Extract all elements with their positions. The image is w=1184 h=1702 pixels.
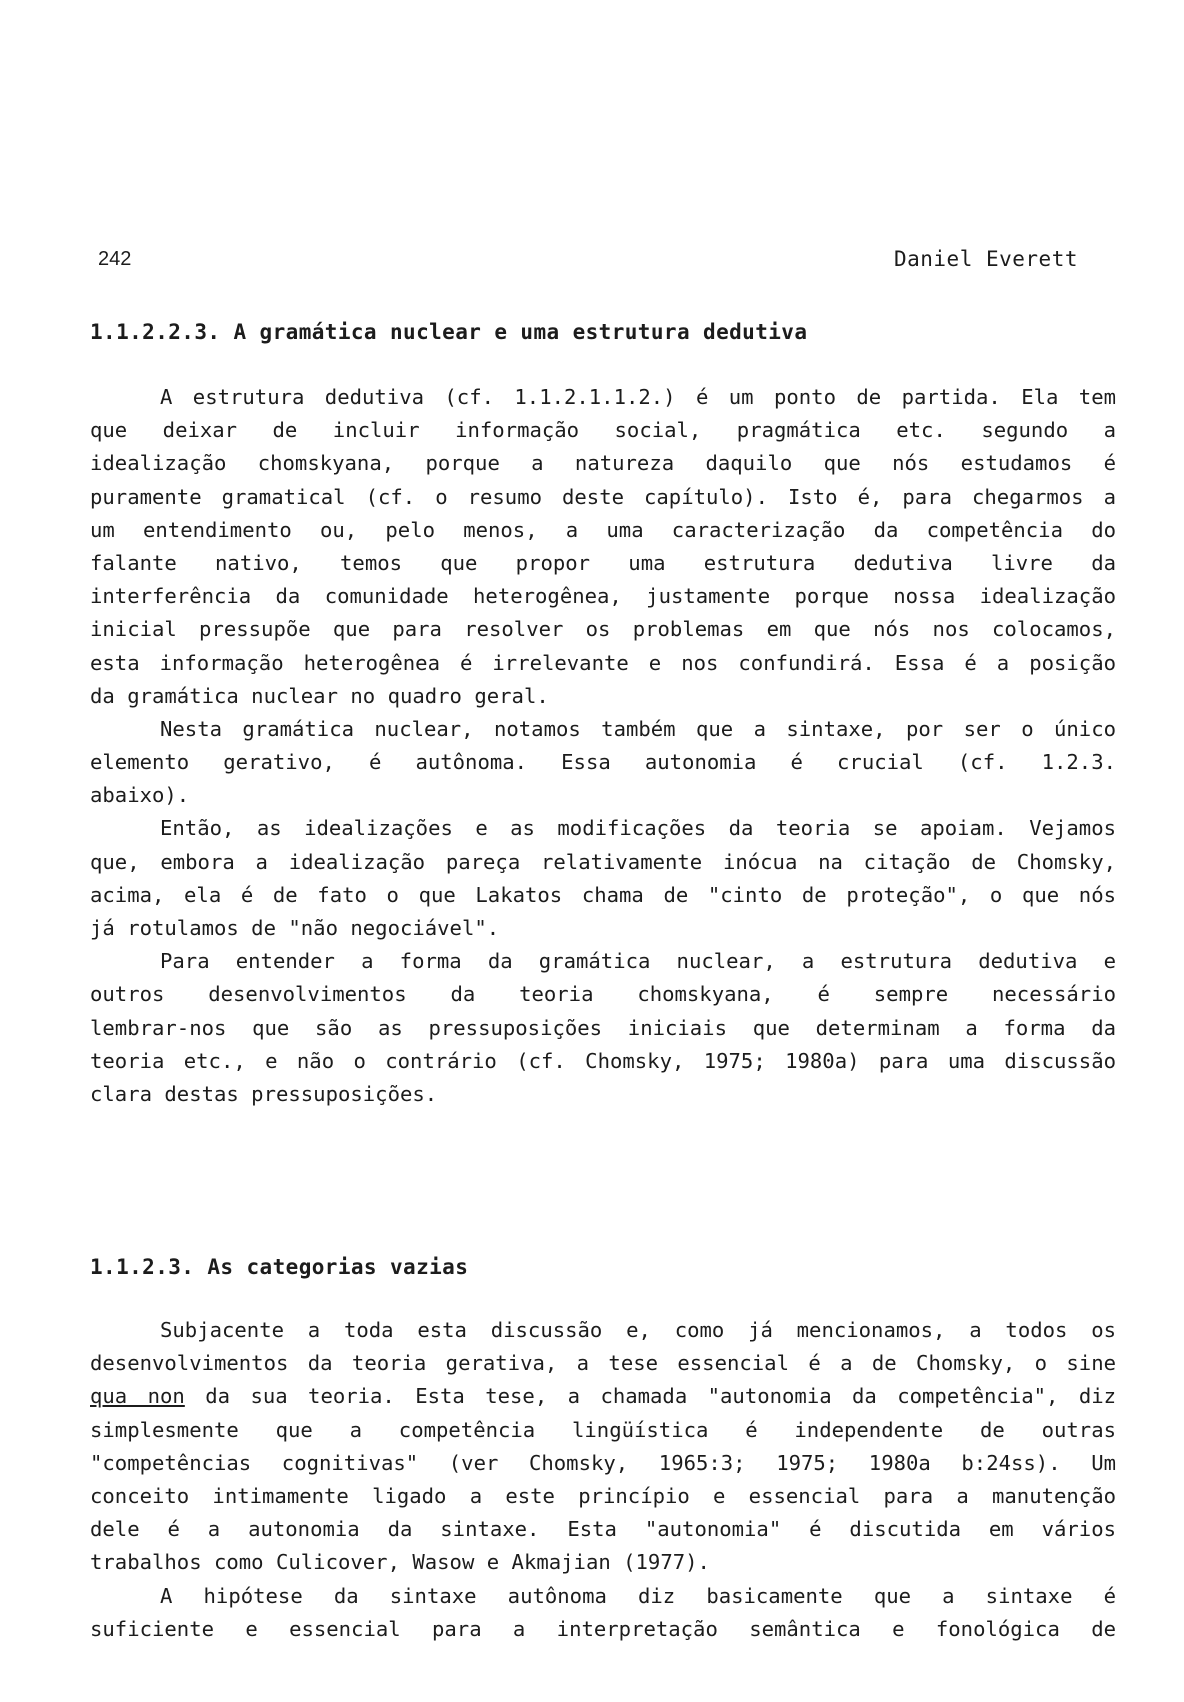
paragraph-line: simplesmente que a competência lingüística é independente de outras [90,1417,1116,1442]
paragraph-line: idealização chomskyana, porque a natureza daquilo que nós estudamos é [90,451,1116,476]
paragraph-line: já rotulamos de "não negociável". [90,916,500,940]
paragraph-line: dele é a autonomia da sintaxe. Esta "autonomia" é discutida em vários [90,1517,1116,1542]
paragraph-line: esta informação heterogênea é irrelevante e nos confundirá. Essa é a posição [90,650,1116,675]
paragraph-line: teoria etc., e não o contrário (cf. Chomsky, 1975; 1980a) para uma discussão [90,1048,1116,1073]
paragraph-line: Subjacente a toda esta discussão e, como já mencionamos, a todos os [160,1318,1116,1342]
paragraph-line: interferência da comunidade heterogênea, justamente porque nossa idealização [90,584,1116,609]
paragraph-line: puramente gramatical (cf. o resumo deste capítulo). Isto é, para chegarmos a [90,484,1116,509]
paragraph-line: conceito intimamente ligado a este princípio e essencial para a manutenção [90,1483,1116,1508]
page-number: 242 [98,248,132,270]
paragraph-line: "competências cognitivas" (ver Chomsky, 1965:3; 1975; 1980a b:24ss). Um [90,1450,1116,1475]
paragraph-line: desenvolvimentos da teoria gerativa, a tese essencial é a de Chomsky, o sine [90,1351,1116,1376]
paragraph-line: elemento gerativo, é autônoma. Essa autonomia é crucial (cf. 1.2.3. [90,750,1116,775]
paragraph-line: falante nativo, temos que propor uma estrutura dedutiva livre da [90,550,1116,575]
paragraph-line-rest: da sua teoria. Esta tese, a chamada "autonomia da competência", diz [205,1384,1117,1409]
running-header-author: Daniel Everett [893,247,1078,271]
paragraph-line: um entendimento ou, pelo menos, a uma caracterização da competência do [90,517,1116,542]
section-heading-empty-categories: 1.1.2.3. As categorias vazias [90,1255,469,1279]
paragraph-line: que deixar de incluir informação social, pragmática etc. segundo a [90,418,1116,443]
paragraph-line: Nesta gramática nuclear, notamos também que a sintaxe, por ser o único [160,716,1116,741]
paragraph-line: trabalhos como Culicover, Wasow e Akmajian (1977). [90,1550,710,1575]
paragraph-line: A hipótese da sintaxe autônoma diz basicamente que a sintaxe é [160,1583,1116,1608]
paragraph-line: lembrar-nos que são as pressuposições iniciais que determinam a forma da [90,1015,1116,1040]
paragraph-line [90,1380,1116,1413]
section-heading-nuclear-grammar: 1.1.2.2.3. A gramática nuclear e uma estrutura dedutiva [90,320,808,344]
paragraph-line: que, embora a idealização pareça relativamente inócua na citação de Chomsky, [90,849,1116,874]
paragraph-line: abaixo). [90,783,190,808]
section-body-empty-categories [90,1314,1116,1646]
section-body-nuclear-grammar [90,381,1116,1111]
latin-term-underlined: qua non [90,1384,185,1409]
paragraph-line: Para entender a forma da gramática nuclear, a estrutura dedutiva e [160,949,1116,974]
paragraph-line: clara destas pressuposições. [90,1081,438,1106]
paragraph-line: suficiente e essencial para a interpretação semântica e fonológica de [90,1616,1116,1641]
paragraph-line: A estrutura dedutiva (cf. 1.1.2.1.1.2.) é um ponto de partida. Ela tem [160,385,1116,409]
paragraph-line: inicial pressupõe que para resolver os problemas em que nós nos colocamos, [90,617,1116,642]
paragraph-line: outros desenvolvimentos da teoria chomskyana, é sempre necessário [90,982,1116,1007]
paragraph-line: acima, ela é de fato o que Lakatos chama de "cinto de proteção", o que nós [90,882,1116,907]
paragraph-line: Então, as idealizações e as modificações da teoria se apoiam. Vejamos [160,816,1116,841]
paragraph-line: da gramática nuclear no quadro geral. [90,683,549,708]
